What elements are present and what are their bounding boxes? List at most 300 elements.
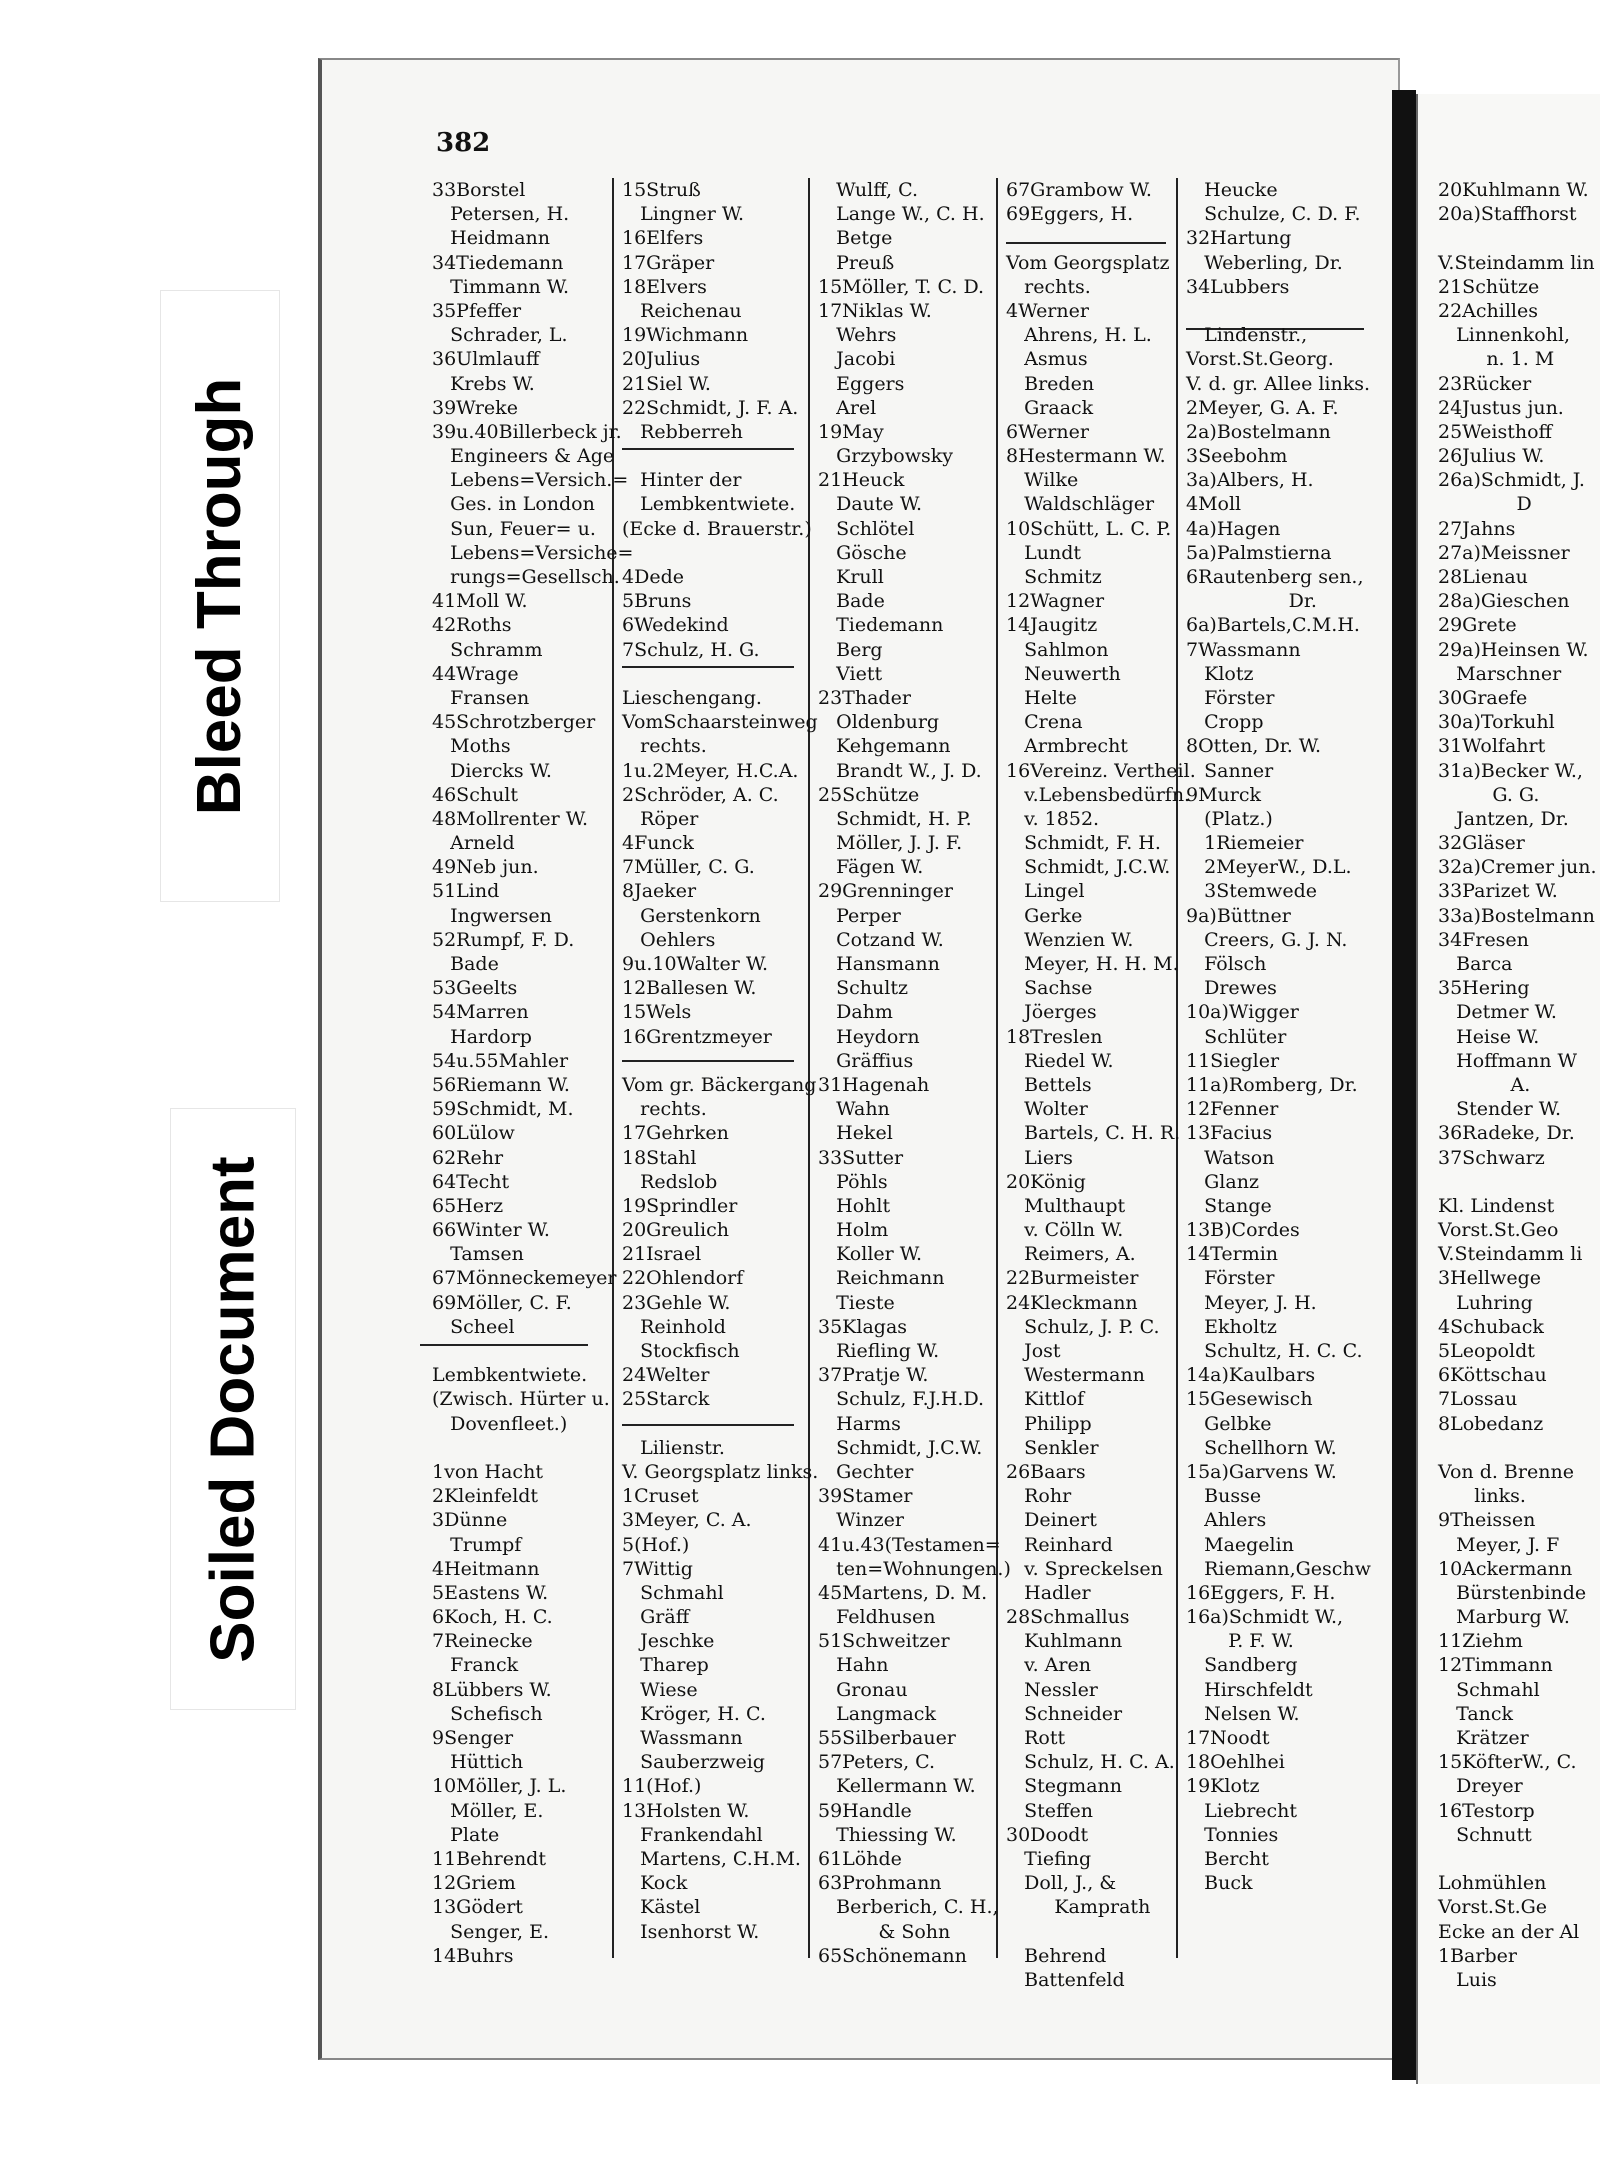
- directory-entry: 59Handle: [818, 1799, 912, 1822]
- directory-entry: V. d. gr. Allee links.: [1186, 372, 1371, 395]
- directory-entry: Multhaupt: [1006, 1194, 1126, 1217]
- directory-entry: Armbrecht: [1006, 735, 1128, 758]
- directory-entry: 8Jaeker: [622, 880, 697, 903]
- directory-entry: [1438, 1436, 1597, 1460]
- directory-column-1: [432, 178, 633, 1968]
- directory-entry: 46Schult: [432, 783, 519, 806]
- directory-entry: 2Meyer, G. A. F.: [1186, 396, 1339, 419]
- directory-entry: 6a)Bartels,C.M.H.: [1186, 614, 1360, 637]
- directory-entry: 16Eggers, F. H.: [1186, 1581, 1336, 1604]
- directory-entry: Heydorn: [818, 1025, 920, 1048]
- directory-entry: 9Theissen: [1438, 1509, 1536, 1532]
- directory-entry: 33a)Bostelmann: [1438, 904, 1595, 927]
- directory-entry: 64Techt: [432, 1170, 510, 1193]
- directory-entry: Harms: [818, 1412, 901, 1435]
- directory-entry: [1006, 1920, 1196, 1944]
- directory-entry: 51Schweitzer: [818, 1630, 950, 1653]
- directory-entry: 16Testorp: [1438, 1799, 1535, 1822]
- directory-entry: 5Bruns: [622, 590, 692, 613]
- directory-entry: 15Möller, T. C. D.: [818, 275, 985, 298]
- directory-entry: 3Stemwede: [1186, 880, 1318, 903]
- directory-entry: Von d. Brenne: [1438, 1460, 1574, 1483]
- directory-entry: Glanz: [1186, 1170, 1259, 1193]
- directory-entry: 34Fresen: [1438, 928, 1529, 951]
- directory-entry: 49Neb jun.: [432, 856, 539, 879]
- directory-entry: 16Grentzmeyer: [622, 1025, 772, 1048]
- directory-entry: 61Löhde: [818, 1847, 902, 1870]
- directory-entry: [1438, 226, 1597, 250]
- directory-entry: Tonnies: [1186, 1823, 1279, 1846]
- directory-entry: 8Hestermann W.: [1006, 445, 1166, 468]
- directory-entry: 15KöfterW., C.: [1438, 1751, 1577, 1774]
- directory-entry: Nelsen W.: [1186, 1702, 1300, 1725]
- directory-entry: 6Werner: [1006, 420, 1089, 443]
- directory-entry: Busse: [1186, 1485, 1262, 1508]
- directory-entry: 39Wreke: [432, 396, 518, 419]
- directory-entry: Gräff: [622, 1606, 690, 1629]
- directory-entry: 56Riemann W.: [432, 1073, 570, 1096]
- directory-entry: Petersen, H.: [432, 203, 570, 226]
- directory-entry: 37Schwarz: [1438, 1146, 1545, 1169]
- directory-entry: links.: [1438, 1485, 1526, 1508]
- directory-entry: rechts.: [622, 735, 707, 758]
- directory-entry: A.: [1438, 1073, 1531, 1096]
- directory-entry: 22Achilles: [1438, 299, 1539, 322]
- directory-entry: 29Grete: [1438, 614, 1517, 637]
- directory-entry: 3Dünne: [432, 1509, 508, 1532]
- directory-entry: Drewes: [1186, 977, 1277, 1000]
- directory-entry: Riefling W.: [818, 1340, 940, 1362]
- directory-entry: Senger, E.: [432, 1920, 550, 1943]
- directory-entry: 1u.2Meyer, H.C.A.: [622, 759, 799, 782]
- directory-entry: Battenfeld: [1006, 1968, 1125, 1991]
- directory-entry: Möller, E.: [432, 1799, 544, 1822]
- directory-entry: Winzer: [818, 1509, 904, 1532]
- directory-entry: 16a)Schmidt W.,: [1186, 1606, 1344, 1629]
- directory-entry: 11(Hof.): [622, 1775, 702, 1798]
- directory-entry: Reichmann: [818, 1267, 945, 1290]
- directory-entry: Schulz, J. P. C.: [1006, 1315, 1160, 1338]
- directory-entry: 4Dede: [622, 566, 684, 588]
- directory-entry: Riemann,Geschw: [1186, 1557, 1371, 1580]
- directory-entry: 15Gesewisch: [1186, 1388, 1313, 1411]
- directory-entry: Bade: [818, 590, 885, 613]
- directory-entry: Schulze, C. D. F.: [1186, 203, 1361, 226]
- directory-entry: 1Barber: [1438, 1944, 1517, 1967]
- directory-entry: Redslob: [622, 1170, 718, 1193]
- directory-entry: Krätzer: [1438, 1727, 1529, 1749]
- directory-entry: Hirschfeldt: [1186, 1678, 1313, 1701]
- directory-entry: Sun, Feuer= u.: [432, 517, 596, 540]
- directory-entry: 24Kleckmann: [1006, 1291, 1138, 1314]
- directory-entry: Förster: [1186, 1267, 1275, 1290]
- directory-entry: 69Eggers, H.: [1006, 203, 1134, 226]
- directory-entry: Wilke: [1006, 469, 1079, 492]
- directory-entry: Pöhls: [818, 1170, 888, 1193]
- bleed-through-text: Bleed Through: [185, 377, 255, 815]
- directory-entry: Buck: [1186, 1872, 1253, 1895]
- directory-entry: Schulz, H. C. A.: [1006, 1751, 1175, 1774]
- directory-entry: Kittlof: [1006, 1388, 1085, 1411]
- directory-entry: 30Graefe: [1438, 686, 1528, 709]
- directory-entry: 28Schmallus: [1006, 1606, 1130, 1629]
- directory-entry: Fägen W.: [818, 856, 924, 879]
- directory-entry: 5Leopoldt: [1438, 1340, 1535, 1362]
- directory-column-3: [818, 178, 1011, 1968]
- directory-entry: 3Hellwege: [1438, 1267, 1541, 1290]
- directory-entry: Bartels, C. H. R.: [1006, 1122, 1181, 1145]
- directory-entry: Jantzen, Dr.: [1438, 807, 1569, 830]
- directory-entry: 5(Hof.): [622, 1533, 690, 1556]
- directory-entry: Klotz: [1186, 662, 1254, 685]
- directory-entry: Vorst.St.Georg.: [1186, 348, 1334, 371]
- directory-entry: 22Schmidt, J. F. A.: [622, 396, 799, 419]
- directory-entry: Hadler: [1006, 1581, 1091, 1604]
- directory-entry: 52Rumpf, F. D.: [432, 928, 575, 951]
- directory-entry: 23Gehle W.: [622, 1291, 731, 1314]
- directory-entry: 32Hartung: [1186, 227, 1292, 250]
- directory-entry: Philipp: [1006, 1412, 1092, 1435]
- directory-entry: Dovenfleet.): [432, 1412, 568, 1435]
- directory-entry: 20a)Staffhorst: [1438, 203, 1577, 226]
- directory-entry: 28a)Gieschen: [1438, 590, 1570, 613]
- directory-column-6: [1438, 178, 1597, 1992]
- directory-entry: Lebens=Versiche=: [432, 541, 634, 564]
- directory-entry: v. Cölln W.: [1006, 1219, 1124, 1242]
- directory-entry: 36Ulmlauff: [432, 348, 540, 371]
- directory-entry: Thiessing W.: [818, 1823, 957, 1846]
- directory-entry: 12Ballesen W.: [622, 977, 757, 1000]
- directory-entry: V.Steindamm lin: [1438, 251, 1595, 274]
- directory-entry: 10a)Wigger: [1186, 1001, 1299, 1024]
- directory-entry: Preuß: [818, 251, 895, 274]
- directory-entry: 42Roths: [432, 614, 512, 637]
- directory-entry: Gerstenkorn: [622, 904, 761, 927]
- directory-entry: Daute W.: [818, 493, 923, 516]
- directory-entry: Engineers & Age: [432, 445, 615, 468]
- directory-entry: 2Schröder, A. C.: [622, 783, 779, 806]
- directory-entry: 30Doodt: [1006, 1823, 1089, 1846]
- directory-entry: 34Lubbers: [1186, 275, 1290, 298]
- directory-entry: 15Wels: [622, 1001, 692, 1024]
- directory-entry: V.Steindamm li: [1438, 1243, 1583, 1266]
- directory-entry: Barca: [1438, 953, 1513, 975]
- directory-entry: 55Silberbauer: [818, 1727, 956, 1749]
- directory-entry: 17Gräper: [622, 251, 715, 274]
- directory-entry: 53Geelts: [432, 977, 518, 1000]
- directory-entry: 7Reinecke: [432, 1630, 533, 1653]
- directory-entry: 7Wittig: [622, 1557, 693, 1580]
- directory-entry: Arneld: [432, 832, 515, 855]
- directory-entry: Oehlers: [622, 928, 716, 951]
- directory-entry: 66Winter W.: [432, 1219, 550, 1242]
- directory-entry: 33Sutter: [818, 1146, 904, 1169]
- directory-entry: 13B)Cordes: [1186, 1219, 1300, 1242]
- directory-entry: Creers, G. J. N.: [1186, 928, 1348, 951]
- directory-entry: 2Kleinfeldt: [432, 1485, 539, 1508]
- directory-entry: 6Koch, H. C.: [432, 1606, 553, 1629]
- directory-entry: Wehrs: [818, 324, 897, 347]
- directory-entry: 22Burmeister: [1006, 1267, 1139, 1290]
- directory-entry: Waldschläger: [1006, 493, 1155, 516]
- directory-entry: 3Seebohm: [1186, 445, 1288, 468]
- directory-entry: rechts.: [1006, 275, 1091, 298]
- directory-entry: 67Grambow W.: [1006, 179, 1152, 201]
- directory-entry: 54Marren: [432, 1001, 529, 1024]
- directory-entry: 12Timmann: [1438, 1654, 1553, 1677]
- directory-entry: Hinter der: [622, 469, 742, 492]
- directory-entry: Sachse: [1006, 977, 1093, 1000]
- directory-entry: Marburg W.: [1438, 1606, 1570, 1629]
- page-number: 382: [436, 128, 491, 158]
- directory-entry: 8Otten, Dr. W.: [1186, 735, 1322, 758]
- directory-entry: 34Tiedemann: [432, 251, 564, 274]
- directory-entry: 21Israel: [622, 1243, 702, 1266]
- directory-entry: 1von Hacht: [432, 1460, 543, 1483]
- directory-entry: Hohlt: [818, 1194, 891, 1217]
- directory-entry: Schulz, F.J.H.D.: [818, 1388, 985, 1411]
- directory-column-5: [1186, 178, 1371, 1895]
- directory-entry: 21Siel W.: [622, 372, 711, 395]
- directory-entry: 11Behrendt: [432, 1847, 546, 1870]
- directory-entry: 27a)Meissner: [1438, 541, 1570, 564]
- directory-entry: Reinhard: [1006, 1533, 1113, 1556]
- directory-entry: 25Starck: [622, 1388, 710, 1411]
- directory-entry: Bettels: [1006, 1073, 1092, 1096]
- directory-entry: Kästel: [622, 1896, 701, 1919]
- directory-entry: 13Gödert: [432, 1896, 523, 1919]
- directory-entry: 25Weisthoff: [1438, 420, 1553, 443]
- directory-entry: 69Möller, C. F.: [432, 1291, 572, 1314]
- directory-entry: Viett: [818, 662, 883, 685]
- directory-entry: 26Baars: [1006, 1460, 1086, 1483]
- directory-entry: Sahlmon: [1006, 638, 1109, 661]
- directory-entry: Lange W., C. H.: [818, 203, 985, 226]
- directory-entry: 35Pfeffer: [432, 299, 522, 322]
- directory-entry: & Sohn: [818, 1920, 951, 1943]
- directory-entry: 6Rautenberg sen.,: [1186, 566, 1364, 588]
- directory-entry: 22Ohlendorf: [622, 1267, 744, 1290]
- directory-entry: 31a)Becker W.,: [1438, 759, 1583, 782]
- directory-entry: Wiese: [622, 1678, 698, 1701]
- directory-entry: 33Borstel: [432, 179, 526, 201]
- directory-entry: Deinert: [1006, 1509, 1097, 1532]
- directory-entry: 5Eastens W.: [432, 1581, 549, 1604]
- directory-entry: Möller, J. J. F.: [818, 832, 963, 855]
- directory-entry: 4Heitmann: [432, 1557, 540, 1580]
- directory-entry: Röper: [622, 807, 699, 830]
- directory-entry: Sandberg: [1186, 1654, 1298, 1677]
- directory-entry: Rohr: [1006, 1485, 1072, 1508]
- directory-entry: Schmahl: [1438, 1678, 1540, 1701]
- directory-entry: VomSchaarsteinweg: [622, 711, 818, 734]
- directory-entry: Schramm: [432, 638, 543, 661]
- directory-entry: Isenhorst W.: [622, 1920, 760, 1943]
- directory-entry: Martens, C.H.M.: [622, 1847, 801, 1870]
- directory-entry: 13Holsten W.: [622, 1799, 750, 1822]
- directory-entry: Hardorp: [432, 1025, 532, 1048]
- directory-entry: Bercht: [1186, 1847, 1269, 1870]
- directory-column-4: [1006, 178, 1196, 1992]
- directory-entry: 20Kuhlmann W.: [1438, 179, 1589, 201]
- directory-entry: Fölsch: [1186, 953, 1267, 975]
- directory-entry: 35Klagas: [818, 1315, 908, 1338]
- directory-entry: 11Ziehm: [1438, 1630, 1523, 1653]
- directory-entry: [622, 541, 818, 565]
- directory-entry: Kuhlmann: [1006, 1630, 1123, 1653]
- directory-entry: Steffen: [1006, 1799, 1093, 1822]
- directory-entry: 39Stamer: [818, 1485, 913, 1508]
- directory-entry: 26a)Schmidt, J.: [1438, 469, 1585, 492]
- directory-entry: 4a)Hagen: [1186, 517, 1281, 540]
- directory-entry: Reimers, A.: [1006, 1243, 1136, 1266]
- directory-entry: 21Heuck: [818, 469, 905, 492]
- directory-entry: 8Lübbers W.: [432, 1678, 552, 1701]
- directory-entry: Ingwersen: [432, 904, 552, 927]
- directory-entry: v. 1852.: [1006, 807, 1100, 830]
- directory-entry: v. Spreckelsen: [1006, 1557, 1163, 1580]
- directory-entry: Ahlers: [1186, 1509, 1267, 1532]
- directory-entry: 19Wichmann: [622, 324, 749, 347]
- directory-entry: 17Niklas W.: [818, 299, 932, 322]
- directory-entry: 7Müller, C. G.: [622, 856, 755, 879]
- directory-entry: 5a)Palmstierna: [1186, 541, 1332, 564]
- directory-entry: 67Mönneckemeyer: [432, 1267, 617, 1290]
- directory-entry: [1186, 299, 1371, 323]
- directory-entry: 62Rehr: [432, 1146, 504, 1169]
- directory-entry: 1Riemeier: [1186, 832, 1304, 855]
- directory-entry: 6Köttschau: [1438, 1364, 1547, 1387]
- directory-entry: Meyer, J. F: [1438, 1533, 1560, 1556]
- directory-entry: Langmack: [818, 1702, 936, 1725]
- directory-entry: 30a)Torkuhl: [1438, 711, 1555, 734]
- directory-entry: Kamprath: [1006, 1896, 1151, 1919]
- directory-entry: Lieschengang.: [622, 686, 762, 709]
- directory-entry: Wahn: [818, 1098, 890, 1121]
- directory-entry: Riedel W.: [1006, 1049, 1114, 1072]
- directory-entry: Hansmann: [818, 953, 940, 975]
- directory-entry: 18Stahl: [622, 1146, 697, 1169]
- directory-entry: Graack: [1006, 396, 1094, 419]
- soiled-document-text: Soiled Document: [198, 1155, 268, 1663]
- directory-entry: 54u.55Mahler: [432, 1049, 569, 1072]
- directory-entry: 18Oehlhei: [1186, 1751, 1285, 1774]
- directory-entry: Hoffmann W: [1438, 1049, 1578, 1072]
- directory-entry: Feldhusen: [818, 1606, 936, 1629]
- directory-entry: Grzybowsky: [818, 445, 953, 468]
- directory-entry: Eggers: [818, 372, 905, 395]
- directory-entry: 6Wedekind: [622, 614, 729, 637]
- directory-entry: Ahrens, H. L.: [1006, 324, 1152, 347]
- directory-entry: 45Schrotzberger: [432, 711, 596, 734]
- directory-entry: 35Hering: [1438, 977, 1530, 1000]
- directory-entry: Schmidt, H. P.: [818, 807, 972, 830]
- directory-entry: 18Treslen: [1006, 1025, 1103, 1048]
- directory-entry: 44Wrage: [432, 662, 519, 685]
- directory-entry: Trumpf: [432, 1533, 522, 1556]
- directory-entry: Maegelin: [1186, 1533, 1294, 1556]
- directory-entry: Heidmann: [432, 227, 550, 250]
- directory-entry: 4Funck: [622, 832, 694, 855]
- directory-entry: 29a)Heinsen W.: [1438, 638, 1589, 661]
- directory-entry: 2MeyerW., D.L.: [1186, 856, 1352, 879]
- directory-entry: 17Gehrken: [622, 1122, 729, 1145]
- directory-entry: 23Rücker: [1438, 372, 1532, 395]
- directory-entry: Detmer W.: [1438, 1001, 1557, 1024]
- directory-entry: Jeschke: [622, 1630, 715, 1653]
- directory-entry: Jost: [1006, 1340, 1061, 1362]
- directory-entry: Tanck: [1438, 1702, 1514, 1725]
- directory-entry: Schmidt, F. H.: [1006, 832, 1161, 855]
- directory-entry: [432, 1339, 633, 1363]
- directory-entry: 7Schulz, H. G.: [622, 638, 760, 661]
- directory-entry: Hahn: [818, 1654, 889, 1677]
- book-gutter: [1392, 90, 1416, 2080]
- directory-entry: Luis: [1438, 1968, 1497, 1991]
- directory-entry: Schmahl: [622, 1581, 724, 1604]
- directory-entry: Schlüter: [1186, 1025, 1287, 1048]
- directory-entry: Lohmühlen: [1438, 1872, 1547, 1895]
- directory-entry: 19Sprindler: [622, 1194, 738, 1217]
- directory-entry: 15Struß: [622, 179, 701, 201]
- directory-entry: Weberling, Dr.: [1186, 251, 1343, 274]
- directory-entry: 32a)Cremer jun.: [1438, 856, 1597, 879]
- directory-entry: Lebens=Versich.=: [432, 469, 629, 492]
- directory-entry: Reichenau: [622, 299, 742, 322]
- directory-entry: 41u.43(Testamen=: [818, 1533, 1001, 1556]
- directory-entry: rungs=Gesellsch.: [432, 566, 620, 588]
- directory-entry: Holm: [818, 1219, 889, 1242]
- directory-entry: (Zwisch. Hürter u.: [432, 1388, 610, 1411]
- directory-entry: 19May: [818, 420, 884, 443]
- directory-entry: Dreyer: [1438, 1775, 1523, 1798]
- directory-entry: [432, 1436, 633, 1460]
- directory-entry: Gronau: [818, 1678, 908, 1701]
- directory-entry: Vom gr. Bäckergang: [622, 1073, 817, 1096]
- bleed-through-label: [160, 290, 280, 902]
- directory-entry: 10Ackermann: [1438, 1557, 1573, 1580]
- directory-entry: 25Schütze: [818, 783, 920, 806]
- directory-entry: V. Georgsplatz links.: [622, 1460, 819, 1483]
- directory-entry: Stange: [1186, 1194, 1272, 1217]
- directory-entry: Meyer, J. H.: [1186, 1291, 1317, 1314]
- directory-entry: Gechter: [818, 1460, 914, 1483]
- directory-entry: Schmidt, J.C.W.: [818, 1436, 983, 1459]
- directory-entry: 29Grenninger: [818, 880, 953, 903]
- directory-entry: Senkler: [1006, 1436, 1099, 1459]
- directory-entry: Kehgemann: [818, 735, 951, 758]
- directory-entry: Schneider: [1006, 1702, 1123, 1725]
- directory-entry: Scheel: [432, 1315, 515, 1338]
- directory-entry: 19Klotz: [1186, 1775, 1260, 1798]
- directory-entry: [1438, 1847, 1597, 1871]
- directory-entry: Marschner: [1438, 662, 1562, 685]
- directory-entry: 7Wassmann: [1186, 638, 1301, 661]
- directory-entry: Tieste: [818, 1291, 895, 1314]
- directory-entry: Breden: [1006, 372, 1095, 395]
- directory-entry: 31Wolfahrt: [1438, 735, 1546, 758]
- directory-entry: 20König: [1006, 1170, 1086, 1193]
- directory-entry: Jöerges: [1006, 1001, 1097, 1024]
- directory-entry: Schlötel: [818, 517, 915, 540]
- directory-entry: 36Radeke, Dr.: [1438, 1122, 1575, 1145]
- directory-entry: 45Martens, D. M.: [818, 1581, 988, 1604]
- directory-entry: 17Noodt: [1186, 1727, 1270, 1749]
- directory-entry: 27Jahns: [1438, 517, 1516, 540]
- directory-entry: 57Peters, C.: [818, 1751, 936, 1774]
- directory-entry: Lembkentwiete.: [432, 1364, 588, 1387]
- directory-entry: Krull: [818, 566, 884, 588]
